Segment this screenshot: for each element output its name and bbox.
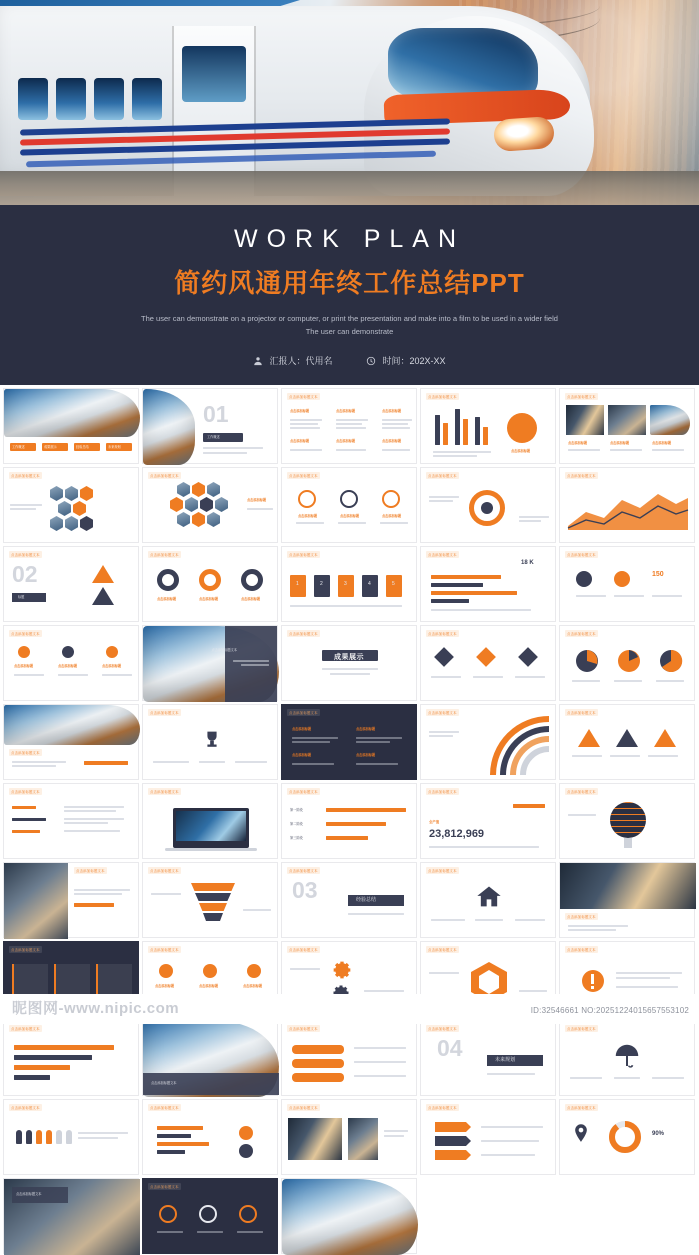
chevron-step xyxy=(435,1122,471,1132)
slide-thumbnail[interactable] xyxy=(559,1020,695,1096)
slide-thumbnail[interactable] xyxy=(3,1020,139,1096)
slide-header: 点击添加标题文本 xyxy=(11,553,40,557)
train-door-window xyxy=(182,46,246,102)
step-number: 1 xyxy=(296,581,299,587)
date-label: 时间：202X-XX xyxy=(382,356,446,366)
circle-icon xyxy=(239,1205,257,1223)
cycle-center xyxy=(481,502,493,514)
slide-thumbnail-grid[interactable] xyxy=(3,388,696,1254)
column-title: 点击添加标题 xyxy=(290,409,310,413)
pill-button[interactable] xyxy=(292,1045,344,1054)
globe-stand xyxy=(624,838,632,848)
col-title: 点击添加标题 xyxy=(199,984,219,988)
menu-item-label: 经验总结 xyxy=(76,445,89,449)
slide-header: 点击添加标题文本 xyxy=(150,790,179,794)
slide-header: 点击添加标题文本 xyxy=(289,790,318,794)
slide-thumbnail[interactable] xyxy=(420,467,556,543)
slide-photo xyxy=(566,405,604,435)
person-icon xyxy=(46,1130,52,1144)
slide-thumbnail[interactable] xyxy=(281,467,417,543)
slide-header: 点击添加标题文本 xyxy=(428,474,457,478)
slide-header: 点击添加标题文本 xyxy=(289,1106,318,1110)
slide-thumbnail[interactable] xyxy=(559,546,695,622)
slide-header: 点击添加标题文本 xyxy=(150,711,179,715)
col-title: 点击添加标题 xyxy=(58,664,78,668)
slide-thumbnail[interactable] xyxy=(3,783,139,859)
stage-label: 第二阶段 xyxy=(290,822,303,826)
chart-caption: 点击添加标题 xyxy=(511,449,531,453)
funnel-layer xyxy=(203,913,223,921)
funnel-layer xyxy=(191,883,235,891)
donut-chart xyxy=(199,569,221,591)
slide-header: 点击添加标题文本 xyxy=(11,632,40,636)
chevron-step xyxy=(435,1150,471,1160)
slide-photo xyxy=(143,389,195,465)
slide-photo xyxy=(348,1118,378,1160)
section-number: 03 xyxy=(292,877,318,903)
slide-thumbnail[interactable] xyxy=(142,783,278,859)
slide-thumbnail[interactable] xyxy=(559,783,695,859)
col-title: 点击添加标题 xyxy=(155,984,175,988)
section-number: 02 xyxy=(12,561,38,587)
bignumber-value: 23,812,969 xyxy=(429,828,485,840)
slide-thumbnail[interactable] xyxy=(420,1020,556,1096)
photo-caption: 点击添加标题 xyxy=(652,441,672,445)
funnel-layer xyxy=(199,903,227,911)
hex-photo xyxy=(50,516,63,531)
slide-thumbnail[interactable] xyxy=(3,704,139,780)
hex-accent xyxy=(73,501,86,516)
train-window xyxy=(94,78,124,120)
slide-thumbnail[interactable] xyxy=(559,862,695,938)
slide-photo xyxy=(650,405,690,435)
avatar xyxy=(576,571,592,587)
train-window xyxy=(132,78,162,120)
slide-thumbnail[interactable] xyxy=(559,467,695,543)
section-title: 未来规划 xyxy=(495,1057,516,1063)
menu-item-label: 工作概述 xyxy=(12,445,25,449)
col-title: 点击添加标题 xyxy=(356,727,376,731)
slide-thumbnail[interactable] xyxy=(3,1178,139,1254)
train-windows xyxy=(18,78,162,120)
slide-thumbnail[interactable] xyxy=(420,1099,556,1175)
section-title: 成果展示 xyxy=(334,654,364,661)
slide-photo xyxy=(4,863,68,939)
section-title: 工作概述 xyxy=(207,435,220,439)
user-icon xyxy=(253,356,263,366)
photo-caption: 点击添加标题 xyxy=(568,441,588,445)
cluster-caption: 点击添加标题 xyxy=(247,498,267,502)
slide-header: 点击添加标题文本 xyxy=(289,948,318,952)
slide-thumbnail[interactable] xyxy=(559,625,695,701)
slide-thumbnail[interactable] xyxy=(3,862,139,938)
slide-header: 点击添加标题文本 xyxy=(211,648,237,652)
slide-header: 点击添加标题文本 xyxy=(567,395,596,399)
railway-ground xyxy=(0,171,699,205)
column-title: 点击添加标题 xyxy=(382,409,402,413)
menu-item-label: 成果展示 xyxy=(44,445,57,449)
train-windshield xyxy=(388,28,538,98)
slide-header: 点击添加标题文本 xyxy=(150,948,179,952)
hero-meta-row xyxy=(0,354,699,367)
train-body xyxy=(0,6,590,196)
step-number: 5 xyxy=(392,581,395,587)
hex-photo xyxy=(65,516,78,531)
circle-icon xyxy=(382,490,400,508)
slide-header: 点击添加标题文本 xyxy=(567,790,596,794)
icon-caption: 点击添加标题 xyxy=(340,514,360,518)
slide-photo xyxy=(4,389,140,437)
map-pin-icon xyxy=(574,1124,588,1147)
slide-thumbnail[interactable] xyxy=(559,1099,695,1175)
hero-english-title: WORK PLAN xyxy=(233,225,466,253)
slide-thumbnail[interactable] xyxy=(281,704,417,780)
donut-chart xyxy=(157,569,179,591)
col-title: 点击添加标题 xyxy=(292,727,312,731)
globe-lines xyxy=(610,802,646,838)
slide-thumbnail[interactable] xyxy=(281,546,417,622)
slide-thumbnail[interactable] xyxy=(3,546,139,622)
clock-icon xyxy=(366,356,376,366)
slide-thumbnail[interactable] xyxy=(420,625,556,701)
slide-header: 点击添加标题文本 xyxy=(11,751,40,755)
slide-header: 点击添加标题文本 xyxy=(567,915,596,919)
slide-thumbnail[interactable] xyxy=(142,546,278,622)
slide-thumbnail[interactable] xyxy=(420,704,556,780)
laptop-base xyxy=(165,848,257,851)
slide-thumbnail[interactable] xyxy=(559,388,695,464)
pill-button[interactable] xyxy=(292,1059,344,1068)
col-title: 点击添加标题 xyxy=(356,753,376,757)
slide-header: 点击添加标题文本 xyxy=(428,790,457,794)
diamond-icon xyxy=(476,647,496,667)
warning-bar xyxy=(591,974,594,984)
slide-header: 点击添加标题文本 xyxy=(11,1027,40,1031)
section-title: 标题 xyxy=(18,595,25,599)
slide-thumbnail[interactable] xyxy=(420,783,556,859)
pill-button[interactable] xyxy=(292,1073,344,1082)
slide-thumbnail[interactable] xyxy=(420,388,556,464)
divider xyxy=(203,447,263,449)
gear-icon xyxy=(332,960,352,985)
slide-header: 点击添加标题文本 xyxy=(289,395,318,399)
diamond-icon xyxy=(434,647,454,667)
slide-header: 点击添加标题文本 xyxy=(11,1106,40,1110)
person-icon xyxy=(66,1130,72,1144)
slide-header: 点击添加标题文本 xyxy=(11,790,40,794)
slide-header: 点击添加标题文本 xyxy=(11,948,40,952)
pie-chart xyxy=(616,648,642,674)
step-number: 4 xyxy=(368,581,371,587)
circle-icon xyxy=(298,490,316,508)
donut-caption: 点击添加标题 xyxy=(199,597,219,601)
footer-bar xyxy=(0,994,699,1024)
slide-thumbnail[interactable] xyxy=(281,862,417,938)
slide-thumbnail[interactable] xyxy=(281,783,417,859)
divider xyxy=(203,452,247,454)
section-number: 01 xyxy=(203,401,229,427)
arc-chart xyxy=(489,715,553,779)
step-number: 3 xyxy=(344,581,347,587)
slide-header: 点击添加标题文本 xyxy=(289,474,318,478)
reporter-meta xyxy=(253,354,332,367)
asset-id-text: ID:32546661 NO:20251224015657553102 xyxy=(530,1006,689,1015)
slide-photo xyxy=(4,705,140,745)
slide-header: 点击添加标题文本 xyxy=(289,711,318,715)
stage-label: 第一阶段 xyxy=(290,808,303,812)
slide-header: 点击添加标题文本 xyxy=(567,474,596,478)
slide-thumbnail[interactable] xyxy=(142,1178,278,1254)
hex-photo xyxy=(50,486,63,501)
slide-header: 点击添加标题文本 xyxy=(150,553,179,557)
slide-thumbnail[interactable] xyxy=(142,1099,278,1175)
slide-thumbnail[interactable] xyxy=(142,1020,278,1096)
slide-thumbnail[interactable] xyxy=(3,1099,139,1175)
slide-header: 点击添加标题文本 xyxy=(428,948,457,952)
slide-header: 点击添加标题文本 xyxy=(428,1027,457,1031)
slide-header: 点击添加标题文本 xyxy=(567,1106,596,1110)
funnel-layer xyxy=(195,893,231,901)
slide-thumbnail[interactable] xyxy=(281,1178,417,1254)
photo-caption: 点击添加标题 xyxy=(610,441,630,445)
area-chart xyxy=(568,486,688,530)
icon-circle xyxy=(507,413,537,443)
avatar xyxy=(614,571,630,587)
reporter-label: 汇报人：代用名 xyxy=(269,356,333,366)
step-number: 2 xyxy=(320,581,323,587)
train-window xyxy=(56,78,86,120)
slide-header: 点击添加标题文本 xyxy=(150,1185,179,1189)
slide-header: 点击添加标题文本 xyxy=(150,474,179,478)
hero-chinese-title: 简约风通用年终工作总结PPT xyxy=(174,268,525,298)
col-title: 点击添加标题 xyxy=(102,664,122,668)
slide-thumbnail[interactable] xyxy=(281,388,417,464)
laptop-frame xyxy=(173,808,249,848)
person-icon xyxy=(26,1130,32,1144)
slide-header: 点击添加标题文本 xyxy=(11,474,40,478)
hero-subtitle: The user can demonstrate on a projector or computer, or print the presentation and make into a film to be used in a wider field The user can demonstrate xyxy=(141,314,558,336)
train-window xyxy=(18,78,48,120)
hex-accent xyxy=(80,486,93,501)
icon-caption: 点击添加标题 xyxy=(382,514,402,518)
trophy-icon xyxy=(201,727,223,756)
donut-chart xyxy=(241,569,263,591)
slide-header: 点击添加标题文本 xyxy=(428,869,457,873)
slide-header: 点击添加标题文本 xyxy=(289,632,318,636)
slide-thumbnail[interactable] xyxy=(281,1020,417,1096)
slide-thumbnail[interactable] xyxy=(3,467,139,543)
hex-dark xyxy=(80,516,93,531)
slide-thumbnail[interactable] xyxy=(281,625,417,701)
person-icon xyxy=(16,1130,22,1144)
slide-header: 点击添加标题文本 xyxy=(151,1080,177,1085)
slide-header: 点击添加标题文本 xyxy=(76,869,105,873)
slide-thumbnail[interactable] xyxy=(420,862,556,938)
warning-dot xyxy=(591,986,594,989)
house-icon xyxy=(475,883,503,916)
slide-thumbnail[interactable] xyxy=(142,467,278,543)
slide-header: 点击添加标题文本 xyxy=(289,1027,318,1031)
hero-text-panel xyxy=(0,205,699,385)
slide-thumbnail[interactable] xyxy=(142,388,278,464)
person-icon xyxy=(56,1130,62,1144)
circle-icon xyxy=(340,490,358,508)
donut-caption: 点击添加标题 xyxy=(157,597,177,601)
slide-photo xyxy=(560,863,696,909)
slide-thumbnail[interactable] xyxy=(3,625,139,701)
donut-chart xyxy=(608,1120,642,1154)
slide-thumbnail[interactable] xyxy=(420,546,556,622)
slide-header: 点击添加标题文本 xyxy=(567,1027,596,1031)
stage-label: 第三阶段 xyxy=(290,836,303,840)
slide-header: 点击添加标题文本 xyxy=(428,395,457,399)
slide-thumbnail[interactable] xyxy=(142,862,278,938)
diamond-icon xyxy=(518,647,538,667)
slide-header: 点击添加标题文本 xyxy=(428,632,457,636)
col-title: 点击添加标题 xyxy=(14,664,34,668)
hero-banner xyxy=(0,0,699,385)
slide-photo xyxy=(608,405,646,435)
site-watermark: 昵图网-www.nipic.com xyxy=(12,1000,180,1017)
hero-train-photo xyxy=(0,0,699,205)
slide-photo xyxy=(282,1179,418,1255)
donut-value: 90% xyxy=(652,1131,665,1137)
column-title: 点击添加标题 xyxy=(382,439,402,443)
section-number: 04 xyxy=(437,1035,463,1061)
bignumber-caption: 全产值 xyxy=(429,820,440,824)
slide-thumbnail[interactable] xyxy=(281,1099,417,1175)
slide-thumbnail[interactable] xyxy=(142,704,278,780)
slide-header: 点击添加标题文本 xyxy=(428,1106,457,1110)
slide-header: 点击添加标题文本 xyxy=(16,1192,42,1196)
slide-header: 点击添加标题文本 xyxy=(567,553,596,557)
slide-header: 点击添加标题文本 xyxy=(289,553,318,557)
slide-photo xyxy=(288,1118,342,1160)
col-title: 点击添加标题 xyxy=(243,984,263,988)
slide-header: 点击添加标题文本 xyxy=(150,869,179,873)
slide-thumbnail[interactable] xyxy=(3,388,139,464)
pie-chart xyxy=(574,648,600,674)
icon-caption: 点击添加标题 xyxy=(298,514,318,518)
date-meta xyxy=(366,354,445,367)
umbrella-icon xyxy=(612,1041,642,1076)
section-title: 经验总结 xyxy=(356,897,377,903)
circle-icon xyxy=(159,1205,177,1223)
slide-header: 点击添加标题文本 xyxy=(428,711,457,715)
laptop-screen xyxy=(176,811,246,841)
slide-header: 点击添加标题文本 xyxy=(289,869,318,873)
stat-value: 150 xyxy=(652,571,664,578)
column-title: 点击添加标题 xyxy=(290,439,310,443)
hex-photo xyxy=(58,501,71,516)
menu-item-label: 未来规划 xyxy=(108,445,121,449)
donut-caption: 点击添加标题 xyxy=(241,597,261,601)
slide-thumbnail[interactable] xyxy=(559,704,695,780)
person-icon xyxy=(36,1130,42,1144)
circle-icon xyxy=(199,1205,217,1223)
column-title: 点击添加标题 xyxy=(336,439,356,443)
hex-photo xyxy=(65,486,78,501)
slide-header: 点击添加标题文本 xyxy=(567,948,596,952)
slide-header: 点击添加标题文本 xyxy=(150,1106,179,1110)
chevron-step xyxy=(435,1136,471,1146)
column-title: 点击添加标题 xyxy=(336,409,356,413)
col-title: 点击添加标题 xyxy=(292,753,312,757)
stat-value: 18 K xyxy=(521,560,534,566)
slide-header: 点击添加标题文本 xyxy=(567,711,596,715)
train-headlight-icon xyxy=(493,116,555,152)
slide-header: 点击添加标题文本 xyxy=(428,553,457,557)
slide-header: 点击添加标题文本 xyxy=(567,632,596,636)
pie-chart xyxy=(658,648,684,674)
slide-thumbnail[interactable] xyxy=(142,625,278,701)
